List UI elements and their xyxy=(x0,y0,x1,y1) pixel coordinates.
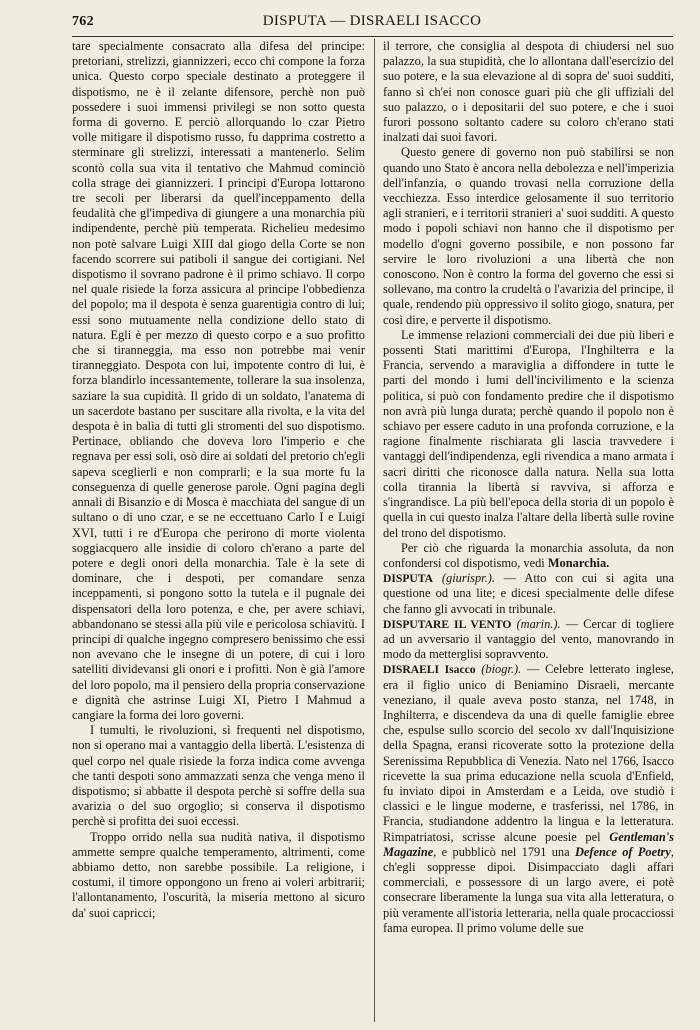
entry-category: (giurispr.). xyxy=(441,571,495,586)
header-rule xyxy=(72,36,673,37)
left-column xyxy=(72,39,365,1024)
paragraph: tare specialmente consacrato alla difesa del principe: pretoriani, strelizzi, giannizzeri, ecco chi compone la forza unica. Questo corpo speciale destinato a proteggere il dispotismo, ne è il zelante difensore, perchè non può possedere i suoi immensi privilegi se non sotto questa forma di governo. E perciò allorquando lo czar Pietro volle mitigare il dispotismo russo, fu dapprima costretto a sterminare gli strelizzi, interessati a mantenerlo. Selim scontò colla sua vita il tentativo che Mahmud cominciò colla strage dei giannizzeri. I principi d'Europa lottarono tre secoli per liberarsi da quell'inceppamento della feudalità che gl'impediva di giungere a una monarchia più indipendente, perchè più temperata. Richelieu medesimo non potè salvare Luigi XIII dal giogo della Corte se non facendo scorrere sui patiboli il sangue dei cortigiani. Nel dispotismo il sovrano padrone è il primo schiavo. Il corpo nel quale risiede la forza assicura al principe l'obbedienza del popolo; ma il despota è senza guarentigia contro di lui; essi sono mutuamente nella condizione dello stato di natura. Egli è per mezzo di questo corpo e a suo profitto che si tiranneggia, ma esso non potrebbe mai venir tiranneggiato. Despota con lui, impotente contro di lui, è forza blandirlo incessantemente, tollerare la sua insolenza, saziare la sua cupidità. Il grido di un soldato, l'anatema di un sacerdote bastano per suscitare alla rivolta, e la vita del despota è in balìa di tutti gli stromenti del suo dispotismo. Pertinace, obliando che doveva loro l'imperio e che regnava per essi soli, osò dire ai soldati del pretorio ch'egli sapeva sceglierli e non comprarli; e la sua morte fu la conseguenza di quelle generose parole. Ogni pagina degli annali di Bisanzio e di Mosca è macchiata del sangue di un sultano o di uno czar, e se ne eccettuano Carlo I e Luigi XVI, tutti i re d'Europa che perirono di morte violenta soggiacquero alle insidie di coloro ch'erano a parte del potere e degli onori della monarchia. Tale è la sete di dominare, che i despoti, per comandare senza inceppamenti, si pongono sotto la tutela e il pugnale dei dispensatori della loro potenza, e che, per avere schiavi, abbandonano se stessi alla più vile e pericolosa schiavitù. I principi di qualche ingegno compresero benissimo che essi non avevano che le insegne di un potere, di cui i loro satelliti dividevansi gli onori e i profitti. Non è già l'amore del loro popolo, ma il pensiero della propria conservazione e dignità che astrinse Luigi XI, Pietro I Mahmud a cangiare la forma dei loro governi. xyxy=(72,39,365,722)
page-number: 762 xyxy=(72,14,94,29)
magazine-title: Gentleman's Magazine xyxy=(383,829,674,859)
work-title: Defence of Poetry xyxy=(574,844,671,859)
entry-headword: DISPUTA xyxy=(383,572,434,586)
cross-reference xyxy=(383,541,674,571)
entry-headword: DISPUTARE IL VENTO xyxy=(383,617,512,631)
paragraph: I tumulti, le rivoluzioni, sì frequenti nel dispotismo, non si operano mai a vantaggio della libertà. L'esistenza di quel corpo nel quale risiede la forza indica come avvenga che tanti despoti sono ammazzati senza che venga meno il dispotismo; si abbatte il despota perchè si soffre della sua avarizia o del suo orgoglio; si conserva il dispotismo perchè si profitta dei suoi eccessi. xyxy=(72,723,365,829)
crossref-text: Per ciò che riguarda la monarchia assoluta, da non confondersi col dispotismo, vedi xyxy=(383,540,674,570)
entry-body-part: , e pubblicò nel 1791 una xyxy=(433,844,575,859)
dictionary-entry-disraeli xyxy=(383,662,674,936)
entry-category: (biogr.). xyxy=(481,662,522,677)
right-column xyxy=(383,39,674,1024)
paragraph: Questo genere di governo non può stabilirsi se non quando uno Stato è ancora nella debolezza e nell'imperizia dell'infanzia, o quando trovasi nella corruzione della vecchiezza. Esso interdice gelosamente il suo territorio agli stranieri, e i territorii stranieri a' suoi sudditi. A questo modo i popoli schiavi non hanno che il dispotismo per modello d'ogni governo possibile, e non possono far servire le loro rivoluzioni a una libertà che non conoscono. Non è contro la forma del governo che essi si sollevano, ma contro la crudeltà o l'avarizia del principe, il quale, rendendo più oppressivo il solito giogo, snatura, per così dire, e perverte il dispotismo. xyxy=(383,145,674,327)
entry-category: (marin.). xyxy=(516,616,561,631)
dictionary-entry xyxy=(383,571,674,617)
entry-body: — Cercar di togliere ad un avversario il vantaggio del vento, manovrando in modo da metterglisi sopravvento. xyxy=(383,616,674,662)
page-header xyxy=(72,11,672,33)
paragraph: Le immense relazioni commerciali dei due più liberi e possenti Stati marittimi d'Europa, l'Inghilterra e la Francia, servendo a maraviglia a diffondere in tutte le parti del mondo i lumi dell'incivilimento e la scienza politica, si può con fondamento predire che il dispotismo non avrà più lunga durata; perchè quando il popolo non è schiavo per essere caduto in una profonda corruzione, e la ragione finalmente rischiarata gli lascia travvedere i vantaggi dell'indipendenza, egli rivendica a mano armata i sacri diritti che riconosce dalla natura. Nella sua lotta colla tirannia la libertà si ravviva, si afforza e s'ingrandisce. La più bell'epoca della storia di un popolo è quella in cui questo inalza l'altare della libertà sulle rovine del trono del dispotismo. xyxy=(383,327,674,540)
entry-body: — Atto con cui si agita una questione od una lite; e dicesi specialmente delle difese che fanno gli avvocati in tribunale. xyxy=(383,571,674,616)
dictionary-entry xyxy=(383,617,674,663)
entry-body-part: — Celebre letterato inglese, era il figlio unico di Beniamino Disraeli, mercante veneziano, il quale aveva posto stanza, nel 1748, in Inghilterra, e discendeva da una di quelle famiglie ebree che, espulse sullo scorcio del secolo xv dall'Inquisizione della Spagna, eransi ricoverate sotto la protezione della Serenissima Repubblica di Venezia. Nato nel 1766, Isacco ricevette la sua prima educazione nella scuola d'Enfield, fu inviato dipoi in Amsterdam e a Leida, ove studiò i classici e le lingue moderne, e trasferissi, nel 1786, in Francia, studiandone addentro la lingua e la letteratura. Rimpatriatosi, scrisse alcune poesie pel xyxy=(383,662,674,844)
paragraph: il terrore, che consiglia al despota di chiudersi nel suo palazzo, la sua stupidità, che lo allontana dall'esercizio del suo potere, e la sua elevazione al di sopra de' suoi sudditi, fanno sì ch'ei non conosce guari più che gli uffiziali del suo palazzo, o i depositarii del suo potere, e che i suoi furori possono soltanto cadere su coloro ch'erano stati inalzati dai suoi favori. xyxy=(383,39,674,145)
running-head: DISPUTA — DISRAELI ISACCO xyxy=(262,13,482,29)
paragraph: Troppo orrido nella sua nudità nativa, il dispotismo ammette sempre qualche temperamento, altrimenti, come abbiamo detto, non sarebbe possibile. La religione, i costumi, il timore oppongono un freno ai voleri arbitrarii; l'allontanamento, l'oscurità, la miseria mettono al sicuro da' suoi capricci; xyxy=(72,829,365,920)
crossref-target: Monarchia. xyxy=(547,555,610,570)
column-divider xyxy=(374,39,375,1022)
entry-headword: DISRAELI Isacco xyxy=(383,663,476,677)
entry-body-part: , ch'egli soppresse dipoi. Disimpacciato dagli affari commerciali, e possessore di un largo avere, ei potè consecrare liberamente la lunga sua vita alla letteratura, o più veramente all'istoria letteraria, nella quale procacciossi fama europea. Il primo volume delle sue xyxy=(383,844,674,935)
